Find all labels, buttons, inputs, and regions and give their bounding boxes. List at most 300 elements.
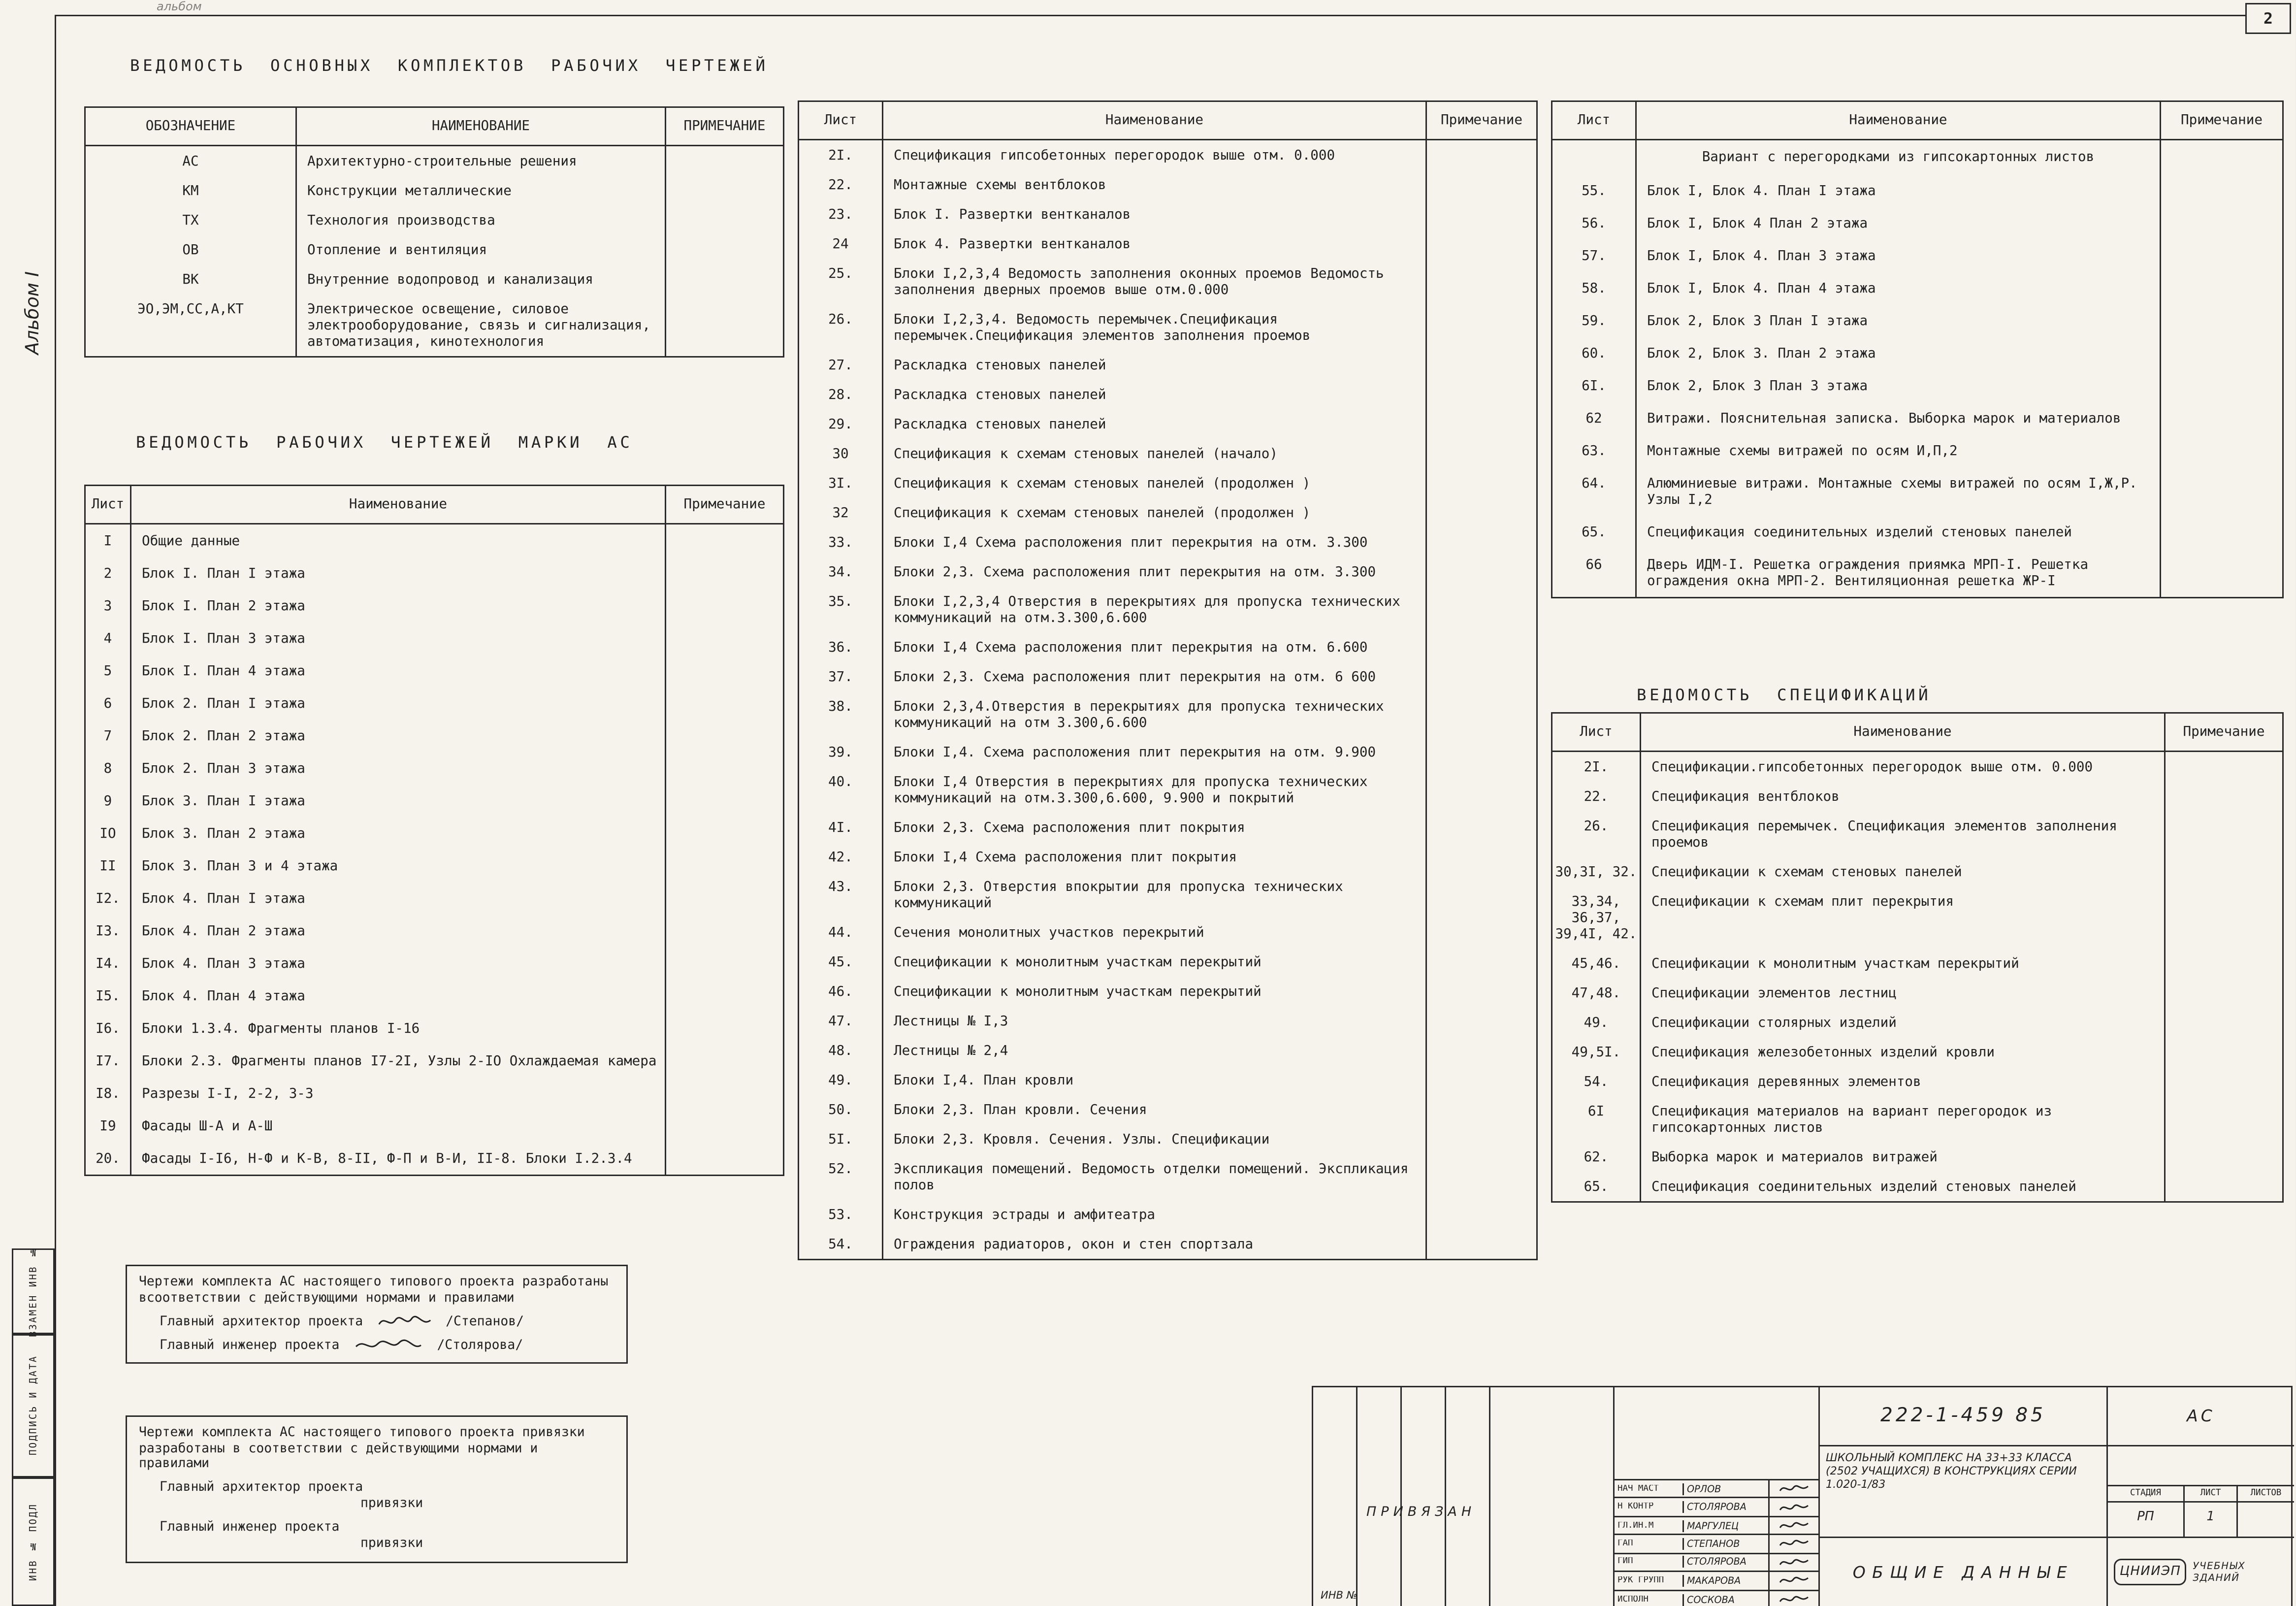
col-header-primechanie: Примечание: [2161, 101, 2283, 140]
note-cell: [1426, 1154, 1537, 1200]
sheet-number-cell: 6: [85, 687, 131, 720]
sheet-name-cell: Блоки I,4 Отверстия в перекрытиях для пропуска технических коммуникаций на отм.3.300,6.600, 9.900 и покрытий: [883, 767, 1426, 813]
margin-label-inv: ИНВ № ПОДЛ: [12, 1477, 55, 1606]
document-number: 222-1-459 85: [1820, 1387, 2108, 1445]
sheet-number-cell: 36.: [799, 632, 883, 662]
note-cell: [2165, 949, 2283, 978]
set-name-cell: Конструкции металлические: [296, 176, 666, 205]
table-row: [85, 524, 784, 557]
variant-caption: Вариант с перегородками из гипсокартонных листов: [1636, 140, 2161, 175]
sheet-name-cell: Блоки 1.3.4. Фрагменты планов I-16: [131, 1012, 666, 1045]
sheet-name-cell: Спецификация к схемам стеновых панелей (начало): [883, 439, 1426, 468]
sheet-name-cell: Раскладка стеновых панелей: [883, 380, 1426, 409]
sheet-value: 1: [2185, 1503, 2238, 1537]
sheet-number-cell: 26.: [799, 304, 883, 350]
sheet-number-cell: I5.: [85, 980, 131, 1012]
table-row: [799, 1124, 1537, 1154]
sheet-name-cell: Фасады I-I6, Н-Ф и К-В, 8-II, Ф-П и В-И, II-8. Блоки I.2.3.4: [131, 1142, 666, 1176]
sheet-name-cell: Спецификации к монолитным участкам перекрытий: [883, 947, 1426, 977]
table-header-row: [85, 486, 784, 524]
table-row: [1552, 434, 2283, 467]
table-row: [1552, 174, 2283, 207]
note-cell: [1426, 587, 1537, 632]
person-name: СТОЛЯРОВА: [1682, 1556, 1768, 1568]
sheet-name-cell: Блоки 2,3,4.Отверстия в перекрытиях для пропуска технических коммуникаций на отм 3.300,6.600: [883, 691, 1426, 737]
signature-cell: [1768, 1554, 1818, 1571]
note-cell: [1426, 350, 1537, 380]
organization-name: УЧЕБНЫХ ЗДАНИЙ: [2193, 1560, 2246, 1584]
signature-cell: [1768, 1591, 1818, 1606]
role-label: ГИП: [1617, 1558, 1633, 1567]
table-row: [85, 1012, 784, 1045]
privyazan-stamp: ПРИВЯЗАН: [1366, 1506, 1476, 1520]
table-row: [799, 170, 1537, 199]
sheet-name-cell: Спецификация деревянных элементов: [1641, 1067, 2165, 1096]
sheet-number-cell: 62: [1552, 402, 1636, 434]
table-row: [1552, 402, 2283, 434]
signature-squiggle-icon: [1778, 1593, 1811, 1606]
table-row: [799, 259, 1537, 304]
sheet-number-cell: I6.: [85, 1012, 131, 1045]
table-header-row: [1552, 101, 2283, 140]
table-row: [85, 264, 784, 294]
note-cell: [1426, 498, 1537, 527]
signature-squiggle-icon: [373, 1313, 435, 1330]
sheet-number-cell: 5: [85, 655, 131, 687]
table-row: [1552, 239, 2283, 272]
table-row: [1552, 857, 2283, 886]
table-row: [1552, 886, 2283, 949]
table-row: [799, 1006, 1537, 1036]
table-row: [85, 882, 784, 915]
note-cell: [2161, 516, 2283, 548]
col-header-oboznachenie: ОБОЗНАЧЕНИЕ: [85, 107, 296, 146]
page-number-box: [2245, 3, 2291, 34]
certification-note-adaptation: [126, 1415, 628, 1563]
sheet-number-cell: 22.: [1552, 782, 1641, 811]
spec-table: [1551, 712, 2284, 1203]
sheet-number-cell: 3: [85, 590, 131, 622]
sheet-number-cell: 53.: [799, 1200, 883, 1229]
table-row: [799, 1154, 1537, 1200]
table-row: [799, 1095, 1537, 1124]
person-name: МАРГУЛЕЦ: [1682, 1520, 1768, 1532]
sheet-number-cell: 43.: [799, 872, 883, 918]
table-row: [1552, 1037, 2283, 1067]
sheet-number-cell: 4I.: [799, 813, 883, 842]
architect-sublabel: привязки: [360, 1497, 423, 1511]
table-row: [1552, 949, 2283, 978]
table-row: [85, 557, 784, 590]
variant-caption-row: [1552, 140, 2283, 175]
sheet-number-cell: 2: [85, 557, 131, 590]
sheet-number-cell: II: [85, 850, 131, 882]
table-row: [799, 498, 1537, 527]
note-cell: [2161, 272, 2283, 304]
table-row: [1552, 272, 2283, 304]
engineer-signature-row: [139, 1337, 614, 1353]
sheet-name-cell: Спецификации столярных изделий: [1641, 1008, 2165, 1037]
col-header-list: Лист: [1552, 101, 1636, 140]
note-cell: [666, 850, 784, 882]
set-name-cell: Электрическое освещение, силовое электрооборудование, связь и сигнализация, автоматизация, кинотехнология: [296, 294, 666, 357]
table-row: [85, 294, 784, 357]
set-code-cell: АС: [85, 146, 296, 176]
signature-cell: [1768, 1499, 1818, 1515]
sheet-name-cell: Монтажные схемы витражей по осям И,П,2: [1636, 434, 2161, 467]
note-cell: [1426, 662, 1537, 691]
sheet-number-cell: 28.: [799, 380, 883, 409]
sheet-name-cell: Блок 3. План 2 этажа: [131, 817, 666, 850]
note-cell: [2161, 304, 2283, 337]
sheet-number-cell: [1552, 140, 1636, 175]
table-row: [799, 813, 1537, 842]
architect-signature-row: [139, 1480, 614, 1496]
signature-cell: [1768, 1572, 1818, 1589]
note-cell: [2161, 239, 2283, 272]
certification-text: Чертежи комплекта АС настоящего типового проекта разработаны всоответствии с действующими нормами и правилами: [139, 1275, 609, 1306]
architect-label: Главный архитектор проекта: [160, 1479, 363, 1495]
set-name-cell: Отопление и вентиляция: [296, 235, 666, 264]
sheet-name-cell: Блок 2. План 2 этажа: [131, 720, 666, 752]
table-row: [85, 1077, 784, 1110]
signature-squiggle-icon: [1778, 1519, 1811, 1532]
note-cell: [1426, 229, 1537, 259]
sheet-number-cell: 54.: [1552, 1067, 1641, 1096]
note-cell: [1426, 304, 1537, 350]
col-header-naimenovanie: Наименование: [1641, 713, 2165, 752]
sheet-number-cell: 9: [85, 785, 131, 817]
sheet-name-cell: Витражи. Пояснительная записка. Выборка марок и материалов: [1636, 402, 2161, 434]
table-row: [799, 439, 1537, 468]
note-cell: [2165, 886, 2283, 949]
sheet-name-cell: Спецификации.гипсобетонных перегородок выше отм. 0.000: [1641, 752, 2165, 782]
note-cell: [1426, 1124, 1537, 1154]
role-label: ИСПОЛН: [1617, 1595, 1649, 1605]
sheet-number-cell: 7: [85, 720, 131, 752]
sheet-title: ОБЩИЕ ДАННЫЕ: [1820, 1538, 2108, 1606]
sheet-name-cell: Спецификация гипсобетонных перегородок выше отм. 0.000: [883, 140, 1426, 170]
sheet-name-cell: Спецификация к схемам стеновых панелей (продолжен ): [883, 468, 1426, 498]
table-row: [85, 205, 784, 235]
sheet-name-cell: Общие данные: [131, 524, 666, 557]
sheet-name-cell: Спецификации к схемам стеновых панелей: [1641, 857, 2165, 886]
sheet-number-cell: 62.: [1552, 1142, 1641, 1172]
sheet-number-cell: 22.: [799, 170, 883, 199]
note-cell: [2161, 140, 2283, 175]
sheet-name-cell: Блок 3. План I этажа: [131, 785, 666, 817]
note-cell: [2165, 857, 2283, 886]
sheet-number-cell: 38.: [799, 691, 883, 737]
note-cell: [666, 622, 784, 655]
table-row: [1552, 207, 2283, 239]
note-cell: [666, 176, 784, 205]
sheet-number-cell: 23.: [799, 199, 883, 229]
sheet-name-cell: Дверь ИДМ-I. Решетка ограждения приямка МРП-I. Решетка ограждения окна МРП-2. Вентиляционная решетка ЖР-I: [1636, 548, 2161, 598]
note-cell: [2165, 1008, 2283, 1037]
set-name-cell: Архитектурно-строительные решения: [296, 146, 666, 176]
table-row: [85, 817, 784, 850]
sheet-name-cell: Спецификация материалов на вариант перегородок из гипсокартонных листов: [1641, 1096, 2165, 1142]
note-cell: [666, 785, 784, 817]
note-cell: [666, 1012, 784, 1045]
sheet-number-cell: 65.: [1552, 516, 1636, 548]
note-cell: [1426, 140, 1537, 170]
table-row: [799, 947, 1537, 977]
sheet-name-cell: Блок 2, Блок 3. План 2 этажа: [1636, 337, 2161, 369]
title-block: [1312, 1386, 2293, 1606]
note-cell: [2161, 548, 2283, 598]
engineer-label: Главный инженер проекта: [160, 1519, 340, 1535]
signature-row: [1615, 1517, 1818, 1536]
table-row: [799, 409, 1537, 439]
note-cell: [2165, 978, 2283, 1008]
table-row: [799, 1036, 1537, 1065]
table-header-row: [799, 101, 1537, 140]
sheet-number-cell: 47.: [799, 1006, 883, 1036]
sheet-name-cell: Спецификации к схемам плит перекрытия: [1641, 886, 2165, 949]
sheet-name-cell: Блок 2. План 3 этажа: [131, 752, 666, 785]
note-cell: [1426, 259, 1537, 304]
sheet-number-cell: 27.: [799, 350, 883, 380]
sheet-number-cell: 37.: [799, 662, 883, 691]
note-cell: [666, 524, 784, 557]
sheet-number-cell: 47,48.: [1552, 978, 1641, 1008]
sheet-number-cell: 57.: [1552, 239, 1636, 272]
note-cell: [1426, 1200, 1537, 1229]
as-list-heading: ВЕДОМОСТЬ РАБОЧИХ ЧЕРТЕЖЕЙ МАРКИ АС: [136, 433, 633, 452]
note-cell: [1426, 170, 1537, 199]
table-row: [799, 527, 1537, 557]
note-cell: [666, 264, 784, 294]
sheet-number-cell: 26.: [1552, 811, 1641, 857]
sheet-number-cell: 55.: [1552, 174, 1636, 207]
table-row: [799, 1200, 1537, 1229]
table-row: [1552, 337, 2283, 369]
role-label: НАЧ МАСТ: [1617, 1484, 1659, 1494]
sheet-name-cell: Блоки I,4. План кровли: [883, 1065, 1426, 1095]
spec-list-heading: ВЕДОМОСТЬ СПЕЦИФИКАЦИЙ: [1637, 686, 1932, 705]
table-row: [85, 720, 784, 752]
note-cell: [1426, 439, 1537, 468]
sheet-name-cell: Спецификации элементов лестниц: [1641, 978, 2165, 1008]
person-name: СТОЛЯРОВА: [1682, 1501, 1768, 1513]
sheet-name-cell: Блоки I,2,3,4. Ведомость перемычек.Спецификация перемычек.Спецификация элементов заполнения проемов: [883, 304, 1426, 350]
sheet-number-cell: I8.: [85, 1077, 131, 1110]
col-header-primechanie: Примечание: [2165, 713, 2283, 752]
note-cell: [666, 1077, 784, 1110]
table-row: [799, 587, 1537, 632]
table-row: [85, 785, 784, 817]
sheet-name-cell: Блоки 2,3. Отверстия впокрытии для пропуска технических коммуникаций: [883, 872, 1426, 918]
set-code-cell: ВК: [85, 264, 296, 294]
sheet-name-cell: Раскладка стеновых панелей: [883, 409, 1426, 439]
sheet-number-cell: 33.: [799, 527, 883, 557]
sheet-name-cell: Блоки I,4 Схема расположения плит перекрытия на отм. 3.300: [883, 527, 1426, 557]
sheet-number-cell: 63.: [1552, 434, 1636, 467]
note-cell: [666, 817, 784, 850]
role-label: РУК ГРУПП: [1617, 1576, 1664, 1585]
table-row: [1552, 548, 2283, 598]
note-cell: [1426, 1006, 1537, 1036]
sheet-number-cell: 42.: [799, 842, 883, 872]
sheet-number-cell: 39.: [799, 737, 883, 767]
role-label: ГАП: [1617, 1539, 1633, 1548]
sheet-number-cell: 20.: [85, 1142, 131, 1176]
sheet-name-cell: Блок I. План 2 этажа: [131, 590, 666, 622]
mid-sheets-table: [798, 100, 1538, 1260]
table-row: [85, 752, 784, 785]
sheet-number-cell: 59.: [1552, 304, 1636, 337]
note-cell: [1426, 409, 1537, 439]
col-header-naimenovanie: Наименование: [1636, 101, 2161, 140]
table-row: [1552, 1172, 2283, 1202]
signature-row: [1615, 1536, 1818, 1554]
table-row: [85, 590, 784, 622]
set-name-cell: Технология производства: [296, 205, 666, 235]
note-cell: [2165, 811, 2283, 857]
architect-name: /Степанов/: [446, 1314, 524, 1329]
engineer-sublabel: привязки: [360, 1537, 423, 1551]
sheet-number-cell: 2I.: [1552, 752, 1641, 782]
sheet-number-cell: I: [85, 524, 131, 557]
signature-squiggle-icon: [1778, 1574, 1811, 1587]
sheet-name-cell: Блок I. План 3 этажа: [131, 622, 666, 655]
sheet-name-cell: Выборка марок и материалов витражей: [1641, 1142, 2165, 1172]
note-cell: [2161, 337, 2283, 369]
note-cell: [2165, 752, 2283, 782]
table-row: [799, 872, 1537, 918]
signature-row: [1615, 1480, 1818, 1499]
col-header-list: Лист: [1552, 713, 1641, 752]
engineer-label: Главный инженер проекта: [160, 1338, 340, 1353]
note-cell: [1426, 632, 1537, 662]
sheet-number-cell: 64.: [1552, 467, 1636, 516]
sheet-number-cell: 56.: [1552, 207, 1636, 239]
sheet-name-cell: Блок 4. Развертки вентканалов: [883, 229, 1426, 259]
album-label: Альбом I: [21, 271, 43, 355]
sheet-number-cell: 58.: [1552, 272, 1636, 304]
sheet-name-cell: Лестницы № I,3: [883, 1006, 1426, 1036]
note-cell: [666, 720, 784, 752]
table-row: [799, 304, 1537, 350]
table-row: [799, 737, 1537, 767]
table-row: [799, 557, 1537, 587]
role-label: ГЛ.ИН.М: [1617, 1521, 1654, 1530]
note-cell: [2165, 1037, 2283, 1067]
table-row: [799, 632, 1537, 662]
sheet-name-cell: Спецификации к монолитным участкам перекрытий: [883, 977, 1426, 1006]
sheet-name-cell: Блоки 2.3. Фрагменты планов I7-2I, Узлы 2-IO Охлаждаемая камера: [131, 1045, 666, 1077]
organization-cell: [2108, 1538, 2294, 1606]
stamp-revision-grid: [1313, 1387, 1615, 1606]
table-row: [85, 947, 784, 980]
table-row: [1552, 467, 2283, 516]
note-cell: [1426, 468, 1537, 498]
table-row: [799, 767, 1537, 813]
sheet-number-cell: 30: [799, 439, 883, 468]
note-cell: [666, 980, 784, 1012]
note-cell: [666, 235, 784, 264]
sheet-name-cell: Блоки I,2,3,4 Отверстия в перекрытиях для пропуска технических коммуникаций на отм.3.300,6.600: [883, 587, 1426, 632]
role-label: Н КОНТР: [1617, 1503, 1654, 1512]
table-row: [799, 199, 1537, 229]
person-name: ОРЛОВ: [1682, 1483, 1768, 1495]
table-row: [1552, 1142, 2283, 1172]
sheet-number-cell: I3.: [85, 915, 131, 947]
architect-signature-row: [139, 1313, 614, 1330]
sheet-number-cell: 49,5I.: [1552, 1037, 1641, 1067]
sheet-name-cell: Блоки I,4 Схема расположения плит перекрытия на отм. 6.600: [883, 632, 1426, 662]
sheet-name-cell: Блок I, Блок 4 План 2 этажа: [1636, 207, 2161, 239]
set-mark: АС: [2187, 1407, 2215, 1426]
table-row: [1552, 752, 2283, 782]
sheet-number-cell: 52.: [799, 1154, 883, 1200]
signature-squiggle-icon: [1778, 1501, 1811, 1514]
table-row: [799, 468, 1537, 498]
note-cell: [2161, 402, 2283, 434]
table-header-row: [85, 107, 784, 146]
note-cell: [2161, 207, 2283, 239]
sheet-name-cell: Блоки I,4. Схема расположения плит перекрытия на отм. 9.900: [883, 737, 1426, 767]
note-cell: [2161, 174, 2283, 207]
table-row: [799, 1229, 1537, 1260]
set-code-cell: ОВ: [85, 235, 296, 264]
stage-header: СТАДИЯ: [2108, 1486, 2185, 1501]
sheet-header: ЛИСТ: [2185, 1486, 2238, 1501]
top-frame-line: [55, 15, 2288, 16]
sheet-name-cell: Спецификация соединительных изделий стеновых панелей: [1641, 1172, 2165, 1202]
sheet-number-cell: 29.: [799, 409, 883, 439]
note-cell: [1426, 1036, 1537, 1065]
sheet-number-cell: 45,46.: [1552, 949, 1641, 978]
sheet-number-cell: 35.: [799, 587, 883, 632]
col-header-naimenovanie: НАИМЕНОВАНИЕ: [296, 107, 666, 146]
sheet-name-cell: Блоки I,2,3,4 Ведомость заполнения оконных проемов Ведомость заполнения дверных проемов выше отм.0.000: [883, 259, 1426, 304]
person-name: СОСКОВА: [1682, 1594, 1768, 1606]
sheet-number-cell: 6I: [1552, 1096, 1641, 1142]
sheet-name-cell: Алюминиевые витражи. Монтажные схемы витражей по осям I,Ж,Р. Узлы I,2: [1636, 467, 2161, 516]
sheet-name-cell: Блок 2, Блок 3 План 3 этажа: [1636, 369, 2161, 402]
sheet-name-cell: Блок 4. План 2 этажа: [131, 915, 666, 947]
signature-cell: [1768, 1536, 1818, 1552]
stage-value-row: [2108, 1501, 2294, 1537]
stage-table: [2108, 1446, 2294, 1537]
sheet-number-cell: 25.: [799, 259, 883, 304]
variant-sheets-table: [1551, 100, 2284, 598]
sheet-name-cell: Блок I, Блок 4. План I этажа: [1636, 174, 2161, 207]
signature-squiggle-icon: [1778, 1482, 1811, 1496]
sheet-name-cell: Блок I. План I этажа: [131, 557, 666, 590]
person-name: МАКАРОВА: [1682, 1575, 1768, 1587]
sheet-number-cell: 33,34, 36,37, 39,4I, 42.: [1552, 886, 1641, 949]
signature-squiggle-icon: [1778, 1556, 1811, 1569]
sheet-number-cell: 49.: [1552, 1008, 1641, 1037]
table-row: [85, 1142, 784, 1176]
sheet-number-cell: 5I.: [799, 1124, 883, 1154]
signature-squiggle-icon: [350, 1337, 426, 1353]
sheet-name-cell: Спецификация соединительных изделий стеновых панелей: [1636, 516, 2161, 548]
signature-row: [1615, 1591, 1818, 1606]
note-cell: [2165, 1142, 2283, 1172]
signature-cell: [1768, 1480, 1818, 1497]
col-header-naimenovanie: Наименование: [131, 486, 666, 524]
stage-value: РП: [2108, 1503, 2185, 1537]
col-header-primechanie: Примечание: [666, 486, 784, 524]
table-row: [799, 662, 1537, 691]
table-row: [1552, 811, 2283, 857]
inventory-number-label: ИНВ №: [1321, 1590, 1358, 1602]
